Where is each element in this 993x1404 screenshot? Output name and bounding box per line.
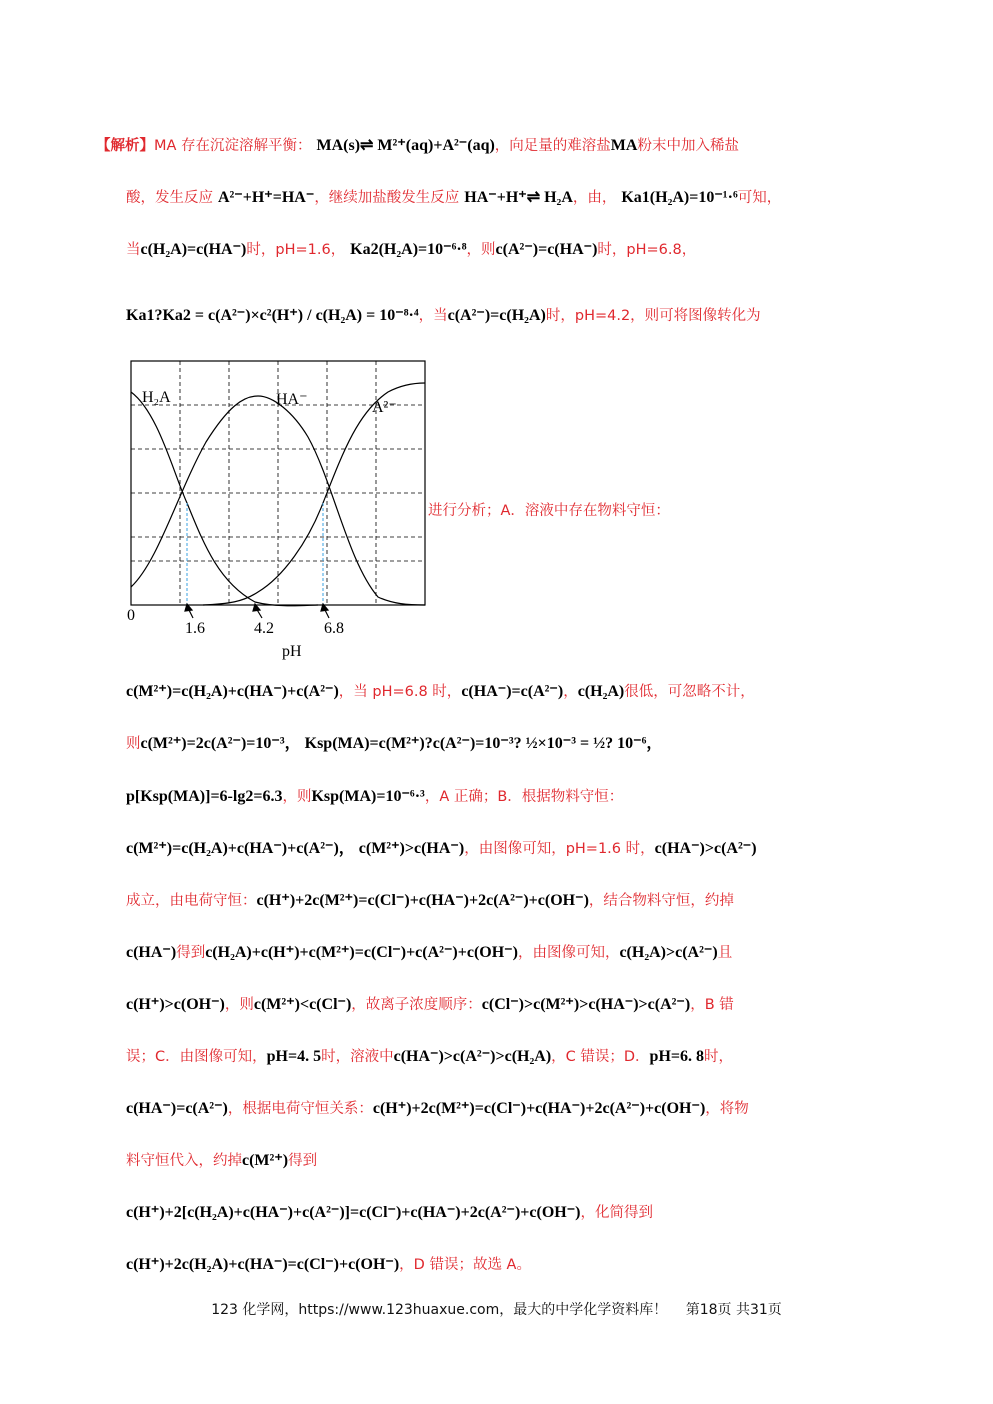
page-footer — [0, 1299, 993, 1319]
text: 时，pH=4.2，则可将图像转化为 — [545, 308, 761, 324]
text: ，则 — [282, 789, 312, 805]
text: 进行分析；A．溶液中存在物料守恒： — [428, 503, 670, 519]
label-a2: A²⁻ — [372, 399, 397, 416]
equation: MA(s)⇌ M²⁺(aq)+A²⁻(aq) — [316, 137, 495, 154]
text: ，B 错 — [690, 997, 734, 1013]
text: ，当 — [418, 308, 448, 324]
equation: c(HA⁻)=c(A²⁻) — [461, 683, 564, 700]
equation: c(A²⁻)=c(H₂A) — [447, 307, 546, 324]
x-axis-label: pH — [282, 643, 302, 660]
para-line-16 — [126, 1253, 531, 1276]
equation: pH=6. 8 — [649, 1048, 705, 1065]
equation: c(H⁺)+2[c(H₂A)+c(HA⁻)+c(A²⁻)]=c(Cl⁻)+c(HA⁻)+2c(A²⁻)+c(OH⁻) — [126, 1204, 581, 1221]
equation: A²⁻+H⁺=HA⁻ — [217, 189, 315, 206]
text: 可知， — [737, 190, 782, 206]
equation: c(H⁺)+2c(M²⁺)=c(Cl⁻)+c(HA⁻)+2c(A²⁻)+c(OH⁻) — [256, 892, 589, 909]
text: 成立，由电荷守恒： — [126, 893, 257, 909]
text: ，A 正确；B．根据物料守恒： — [424, 789, 624, 805]
text: ，则 — [466, 242, 496, 258]
text: ，故离子浓度顺序： — [351, 997, 482, 1013]
text: 当 — [126, 242, 141, 258]
text: ， — [563, 684, 578, 700]
equation: Ka1(H₂A)=10⁻¹·⁶ — [621, 189, 738, 206]
para-line-7 — [126, 785, 623, 808]
para-line-5 — [126, 680, 755, 703]
equation: Ksp(MA)=10⁻⁶·³ — [311, 788, 425, 805]
para-line-14 — [126, 1149, 317, 1172]
text: ，继续加盐酸发生反应 — [314, 190, 460, 206]
text: 且 — [717, 945, 733, 961]
equation: c(A²⁻)=c(HA⁻) — [495, 241, 598, 258]
equation: c(Cl⁻)>c(M²⁺)>c(HA⁻)>c(A²⁻) — [481, 996, 691, 1013]
text: ，由图像可知，pH=1.6 时， — [464, 841, 655, 857]
para-line-10 — [126, 941, 732, 964]
label-h2a: H₂A — [142, 389, 171, 406]
tick-4-2: 4.2 — [254, 620, 274, 637]
text: ，根据电荷守恒关系： — [227, 1101, 373, 1117]
after-figure-text — [428, 499, 670, 522]
para-line-6 — [126, 732, 662, 755]
para-line-4 — [126, 304, 761, 327]
analysis-tag: 【解析】 — [96, 138, 154, 154]
equation: c(H⁺)+2c(H₂A)+c(HA⁻)=c(Cl⁻)+c(OH⁻) — [126, 1256, 400, 1273]
text: ，向足量的难溶盐 — [494, 138, 611, 154]
text: ，C 错误；D． — [551, 1049, 650, 1065]
equation: c(H⁺)>c(OH⁻) — [126, 996, 225, 1013]
equation: Ka2(H₂A)=10⁻⁶·⁸ — [350, 241, 467, 258]
para-line-8 — [126, 837, 757, 860]
text: ，结合物料守恒，约掉 — [588, 893, 734, 909]
text: 得到 — [176, 945, 206, 961]
equation: c(H₂A)>c(A²⁻) — [619, 944, 718, 961]
text: ，当 pH=6.8 时， — [338, 684, 462, 700]
text: 得到 — [288, 1153, 318, 1169]
text: ，化简得到 — [580, 1205, 653, 1221]
text: 时，pH=1.6， — [246, 242, 346, 258]
tick-6-8: 6.8 — [324, 620, 344, 637]
text: 粉末中加入稀盐 — [637, 138, 739, 154]
para-line-15 — [126, 1201, 653, 1224]
tick-1-6: 1.6 — [185, 620, 205, 637]
text: ，将物 — [705, 1101, 749, 1117]
footer-page-number: 第18页 共31页 — [685, 1302, 782, 1318]
text: 时，溶液中 — [321, 1049, 394, 1065]
equation: HA⁻+H⁺⇌ H₂A — [464, 189, 573, 206]
formula: MA — [610, 137, 638, 154]
equation: c(HA⁻)>c(A²⁻)>c(H₂A) — [393, 1048, 552, 1065]
text: ，由图像可知， — [517, 945, 620, 961]
equation: c(HA⁻)>c(A²⁻) — [654, 840, 757, 857]
tick-arrows — [185, 604, 329, 618]
equation: c(M²⁺) — [242, 1152, 289, 1169]
distribution-figure — [118, 352, 438, 672]
text: ，D 错误；故选 A。 — [399, 1257, 531, 1273]
para-line-9 — [126, 889, 734, 912]
equation: p[Ksp(MA)]=6-lg2=6.3 — [126, 788, 283, 805]
equation: c(H₂A)=c(HA⁻) — [140, 241, 247, 258]
equation: Ka1?Ka2 = c(A²⁻)×c²(H⁺) / c(H₂A) = 10⁻⁸·⁴ — [126, 307, 419, 324]
para-line-11 — [126, 993, 734, 1016]
equation: c(M²⁺)=c(H₂A)+c(HA⁻)+c(A²⁻)， c(M²⁺)>c(HA⁻) — [126, 840, 465, 857]
origin-label: 0 — [127, 607, 135, 624]
a2-curve — [203, 383, 425, 605]
text: ，则 — [224, 997, 254, 1013]
text: 时， — [704, 1049, 734, 1065]
equation: c(H₂A)+c(H⁺)+c(M²⁺)=c(Cl⁻)+c(A²⁻)+c(OH⁻) — [205, 944, 518, 961]
equation: c(HA⁻)=c(A²⁻) — [126, 1100, 228, 1117]
para-line-2 — [126, 186, 781, 209]
equation: c(H₂A) — [577, 683, 625, 700]
para-line-1 — [96, 134, 739, 157]
distribution-chart — [118, 352, 438, 672]
text: 误；C．由图像可知， — [126, 1049, 267, 1065]
text: 时，pH=6.8， — [597, 242, 697, 258]
text: 酸，发生反应 — [126, 190, 213, 206]
equation: c(M²⁺)<c(Cl⁻) — [253, 996, 352, 1013]
text: MA 存在沉淀溶解平衡： — [154, 138, 312, 154]
equation: pH=4. 5 — [266, 1048, 322, 1065]
h2a-curve — [131, 392, 318, 606]
footer-site: 123 化学网，https://www.123huaxue.com，最大的中学化学资料库！ — [211, 1302, 668, 1318]
para-line-12 — [126, 1045, 733, 1068]
equation: c(M²⁺)=c(H₂A)+c(HA⁻)+c(A²⁻) — [126, 683, 339, 700]
equation: c(HA⁻) — [126, 944, 177, 961]
text: 料守恒代入，约掉 — [126, 1153, 242, 1169]
text: 很低，可忽略不计， — [624, 684, 755, 700]
text: ，由， — [572, 190, 617, 206]
text: 则 — [126, 736, 141, 752]
equation: c(H⁺)+2c(M²⁺)=c(Cl⁻)+c(HA⁻)+2c(A²⁻)+c(OH⁻) — [372, 1100, 706, 1117]
para-line-3 — [126, 238, 696, 261]
para-line-13 — [126, 1097, 749, 1120]
equation: c(M²⁺)=2c(A²⁻)=10⁻³， Ksp(MA)=c(M²⁺)?c(A²⁻)=10⁻³? ½×10⁻³ = ½? 10⁻⁶， — [140, 735, 663, 752]
label-ha: HA⁻ — [276, 391, 308, 408]
